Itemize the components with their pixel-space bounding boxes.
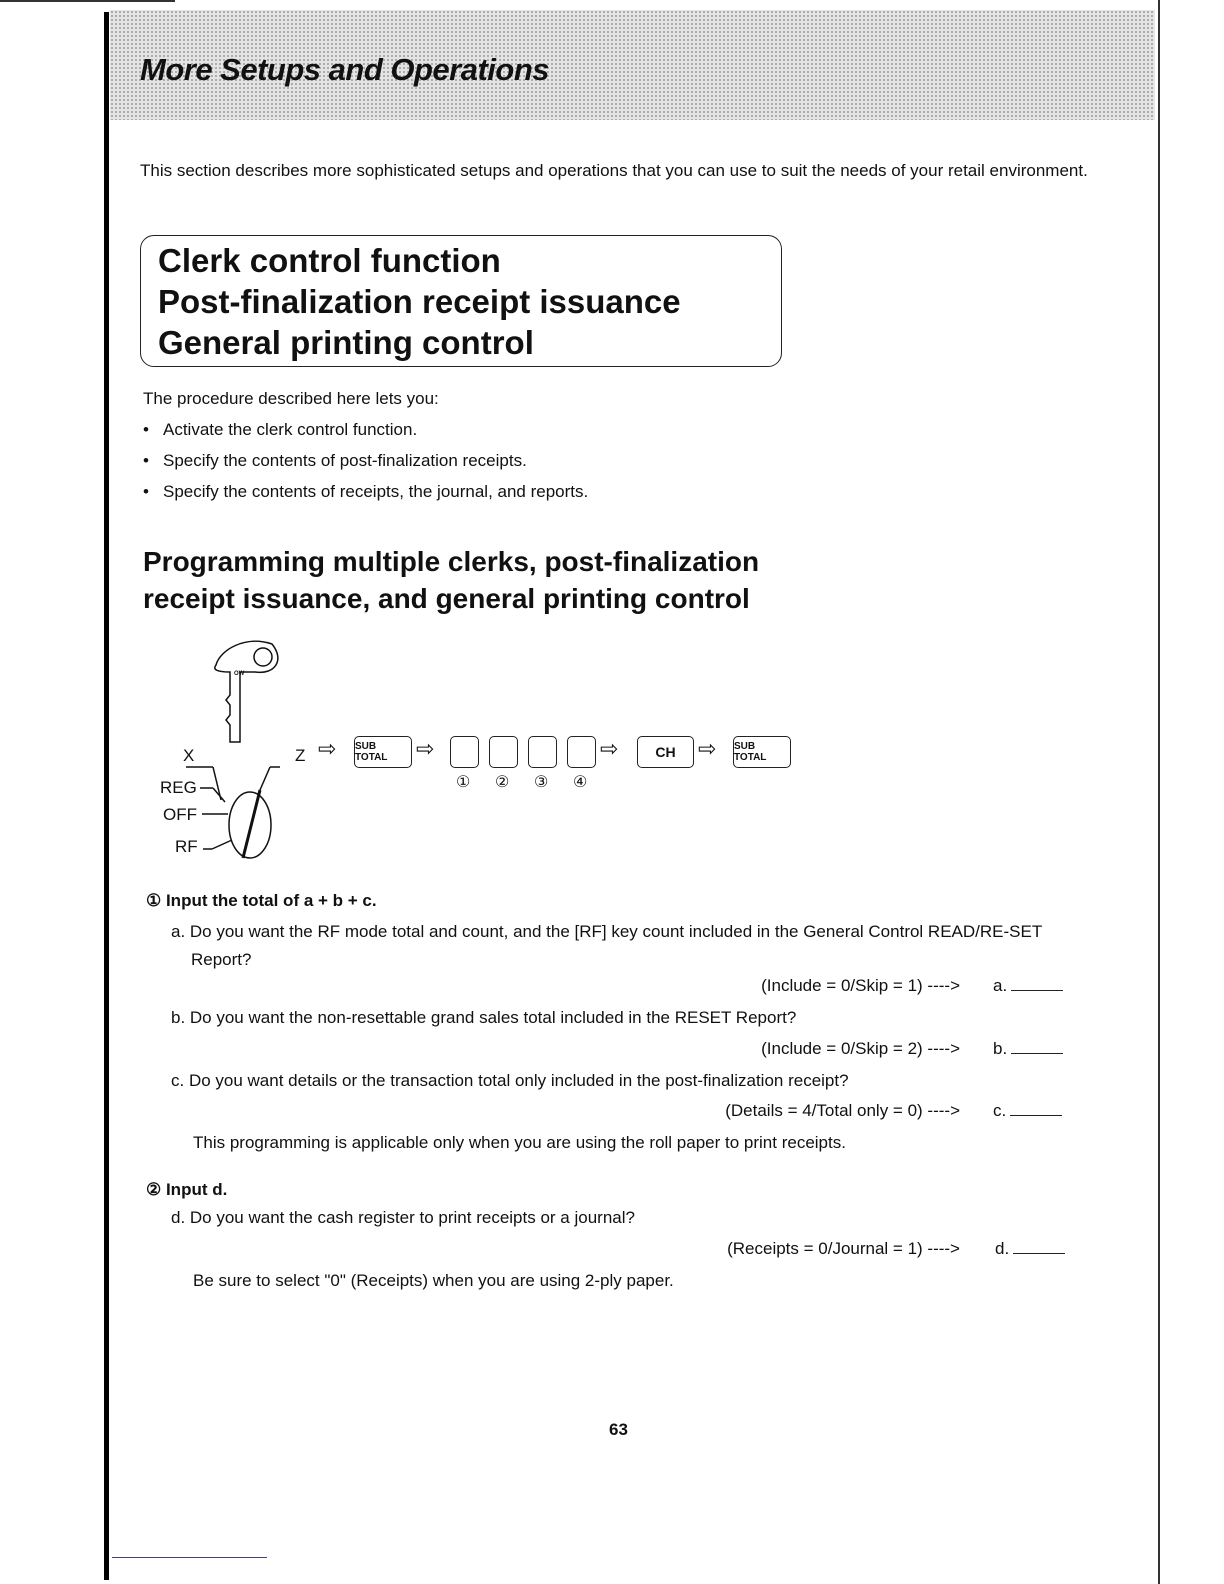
- right-edge-line: [1158, 0, 1160, 1584]
- answer-d-label: d.: [995, 1239, 1010, 1258]
- digit-key-4: [567, 736, 596, 768]
- bottom-rule: [112, 1557, 267, 1558]
- subtotal-key: SUB TOTAL: [733, 736, 791, 768]
- mode-reg-label: REG: [160, 778, 197, 797]
- top-rule: [0, 0, 175, 2]
- mode-switch-icon: [186, 767, 280, 858]
- left-margin-bar: [104, 12, 109, 1580]
- answer-a-blank[interactable]: [1011, 990, 1063, 991]
- digit-key-1: [450, 736, 479, 768]
- question-a: a. Do you want the RF mode total and count, and the [RF] key count included in the General Control READ/RE-SET Report?: [171, 922, 1042, 969]
- question-c: c. Do you want details or the transaction total only included in the post-finalization receipt?: [171, 1071, 849, 1090]
- mode-z-label: Z: [295, 746, 306, 765]
- bullet-item: • Specify the contents of receipts, the journal, and reports.: [163, 479, 588, 505]
- mode-x-label: X: [183, 746, 195, 765]
- option-d: (Receipts = 0/Journal = 1) ---->: [727, 1239, 960, 1258]
- box-title-1: Clerk control function: [158, 242, 501, 279]
- bullet-item: • Activate the clerk control function.: [163, 417, 417, 443]
- option-a: (Include = 0/Skip = 1) ---->: [761, 976, 960, 995]
- page-title: More Setups and Operations: [140, 52, 550, 87]
- mode-rf-label: RF: [175, 837, 198, 856]
- subtotal-key: SUB TOTAL: [354, 736, 412, 768]
- question-d: d. Do you want the cash register to print receipts or a journal?: [171, 1208, 635, 1227]
- ch-key: CH: [637, 736, 694, 768]
- arrow-icon: ⇨: [416, 736, 435, 761]
- answer-a: [993, 973, 1063, 999]
- answer-d-blank[interactable]: [1013, 1253, 1065, 1254]
- answer-c: [993, 1098, 1062, 1124]
- note-c: This programming is applicable only when you are using the roll paper to print receipts.: [193, 1133, 846, 1152]
- answer-b: [993, 1036, 1063, 1062]
- section-heading-1: Programming multiple clerks, post-finalization: [143, 546, 760, 577]
- question-b: b. Do you want the non-resettable grand sales total included in the RESET Report?: [171, 1008, 797, 1027]
- answer-c-blank[interactable]: [1010, 1115, 1062, 1116]
- key-engraving: OW: [234, 671, 245, 677]
- step2-title: ② Input d.: [146, 1180, 228, 1199]
- procedure-lead: The procedure described here lets you:: [143, 389, 439, 408]
- box-title-2: Post-finalization receipt issuance: [158, 283, 681, 320]
- answer-c-label: c.: [993, 1101, 1007, 1120]
- step-number: ④: [573, 774, 588, 791]
- answer-d: [995, 1236, 1065, 1262]
- box-title-3: General printing control: [158, 324, 534, 361]
- intro-text: This section describes more sophisticated setups and operations that you can use to suit the needs of your retail environment.: [140, 161, 1088, 180]
- mode-off-label: OFF: [163, 805, 197, 824]
- answer-b-label: b.: [993, 1039, 1008, 1058]
- arrow-icon: ⇨: [600, 736, 619, 761]
- option-b: (Include = 0/Skip = 2) ---->: [761, 1039, 960, 1058]
- section-heading-2: receipt issuance, and general printing control: [143, 583, 750, 614]
- page-number: 63: [609, 1420, 628, 1439]
- step1-title: ① Input the total of a + b + c.: [146, 891, 377, 910]
- answer-b-blank[interactable]: [1011, 1053, 1063, 1054]
- digit-key-2: [489, 736, 518, 768]
- bullet-item: • Specify the contents of post-finalization receipts.: [163, 448, 527, 474]
- step-number: ①: [456, 774, 471, 791]
- step-number: ②: [495, 774, 510, 791]
- note-d: Be sure to select "0" (Receipts) when you are using 2-ply paper.: [193, 1271, 674, 1290]
- arrow-icon: ⇨: [698, 736, 717, 761]
- answer-a-label: a.: [993, 976, 1008, 995]
- step-number: ③: [534, 774, 549, 791]
- key-icon: [215, 641, 278, 742]
- arrow-icon: ⇨: [318, 736, 337, 761]
- digit-key-3: [528, 736, 557, 768]
- option-c: (Details = 4/Total only = 0) ---->: [725, 1101, 960, 1120]
